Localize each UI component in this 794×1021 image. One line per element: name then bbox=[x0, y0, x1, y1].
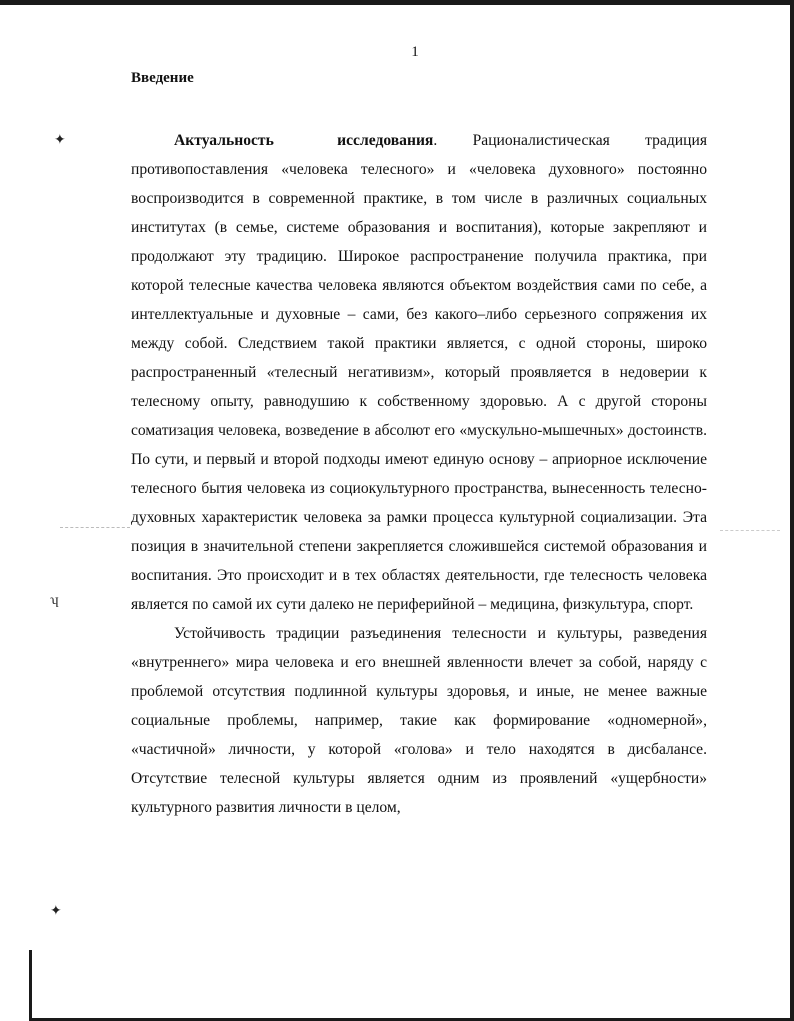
relevance-lead: Актуальность исследования bbox=[174, 132, 434, 149]
binding-hole-mark: ʮ bbox=[50, 593, 59, 608]
page-number: 1 bbox=[411, 44, 419, 60]
scan-artifact-line bbox=[720, 530, 780, 531]
document-body bbox=[131, 126, 707, 822]
paragraph-stability: Устойчивость традиции разъединения телесности и культуры, разведения «внутреннего» мира человека и его внешней явленности влечет за собой, наряду с проблемой отсутствия подлинной культуры здоровья, и иные, не менее важные социальные проблемы, например, такие как формирование «одномерной», «частичной» личности, у которой «голова» и тело находятся в дисбалансе. Отсутствие телесной культуры является одним из проявлений «ущербности» культурного развития личности в целом, bbox=[131, 625, 707, 816]
scan-edge-right bbox=[790, 0, 794, 1021]
section-heading: Введение bbox=[131, 70, 194, 86]
relevance-text: Рационалистическая традиция противопоставления «человека телесного» и «человека духовного» постоянно воспроизводится в современной практике, в том числе в различных социальных институтах (в семье, системе образования и воспитания), которые закрепляют и продолжают эту традицию. Широкое распространение получила практика, при которой телесные качества человека являются объектом воздействия сами по себе, а интеллектуальные и духовные – сами, без какого–либо серьезного сопряжения их между собой. Следствием такой практики является, с одной стороны, широко распространенный «телесный негативизм», который проявляется в недоверии к телесному опыту, равнодушию к собственному здоровью. А с другой стороны соматизация человека, возведение в абсолют его «мускульно-мышечных» достоинств. По сути, и первый и второй подходы имеют единую основу – априорное исключение телесного бытия человека из социокультурного пространства, вынесенность телесно-духовных характеристик человека за рамки процесса культурной социализации. Эта позиция в значительной степени закрепляется сложившейся системой образования и воспитания. Это происходит и в тех областях деятельности, где телесность человека является по самой их сути далеко не периферийной – медицина, физкультура, спорт. bbox=[131, 132, 707, 613]
paragraph-relevance bbox=[131, 126, 707, 619]
scan-artifact-line bbox=[60, 527, 130, 528]
binding-hole-mark: ✦ bbox=[50, 904, 62, 919]
binding-hole-mark: ✦ bbox=[54, 133, 66, 148]
relevance-lead-punct: . bbox=[433, 132, 438, 149]
scan-edge-left bbox=[29, 950, 32, 1021]
scan-edge-top bbox=[0, 0, 794, 5]
